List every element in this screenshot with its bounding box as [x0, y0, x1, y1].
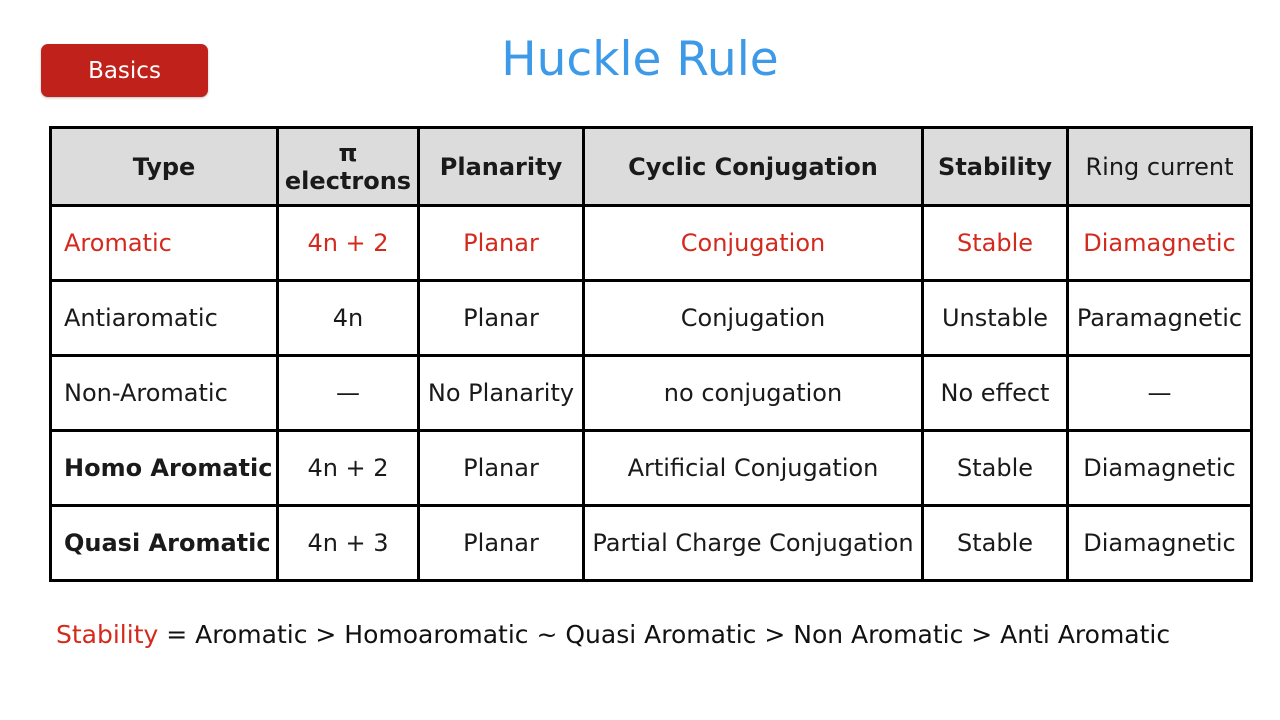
table-row-non-aromatic: [51, 356, 1252, 431]
cell-planarity: Planar: [419, 206, 584, 281]
cell-planarity: Planar: [419, 431, 584, 506]
stability-order-text: Aromatic > Homoaromatic ~ Quasi Aromatic > Non Aromatic > Anti Aromatic: [195, 620, 1171, 649]
stability-order: [56, 620, 1170, 649]
header-cyclic-conjugation: Cyclic Conjugation: [584, 128, 923, 206]
table-row-homo-aromatic: [51, 431, 1252, 506]
cell-pi: 4n + 2: [278, 431, 419, 506]
cell-planarity: No Planarity: [419, 356, 584, 431]
cell-type: Homo Aromatic: [51, 431, 278, 506]
cell-conjugation: Conjugation: [584, 281, 923, 356]
cell-conjugation: Artificial Conjugation: [584, 431, 923, 506]
table-header-row: [51, 128, 1252, 206]
header-ring-current: Ring current: [1068, 128, 1252, 206]
cell-ring-current: Diamagnetic: [1068, 206, 1252, 281]
cell-stability: Stable: [923, 506, 1068, 581]
header-stability: Stability: [923, 128, 1068, 206]
cell-stability: Stable: [923, 431, 1068, 506]
cell-ring-current: Paramagnetic: [1068, 281, 1252, 356]
cell-ring-current: Diamagnetic: [1068, 431, 1252, 506]
pi-electrons-label: electrons: [284, 166, 412, 195]
cell-conjugation: Conjugation: [584, 206, 923, 281]
basics-badge-label: Basics: [88, 57, 161, 84]
cell-stability: No effect: [923, 356, 1068, 431]
cell-conjugation: no conjugation: [584, 356, 923, 431]
cell-conjugation: Partial Charge Conjugation: [584, 506, 923, 581]
header-planarity: Planarity: [419, 128, 584, 206]
cell-type: Antiaromatic: [51, 281, 278, 356]
stability-label: Stability: [56, 620, 159, 649]
cell-stability: Stable: [923, 206, 1068, 281]
table-row-quasi-aromatic: [51, 506, 1252, 581]
cell-pi: —: [278, 356, 419, 431]
page-title: Huckle Rule: [501, 32, 779, 87]
cell-pi: 4n: [278, 281, 419, 356]
huckel-table: [49, 126, 1253, 582]
cell-type: Non-Aromatic: [51, 356, 278, 431]
cell-ring-current: —: [1068, 356, 1252, 431]
table-row-aromatic: [51, 206, 1252, 281]
pi-symbol: π: [338, 138, 358, 167]
cell-pi: 4n + 2: [278, 206, 419, 281]
cell-planarity: Planar: [419, 281, 584, 356]
cell-type: Aromatic: [51, 206, 278, 281]
header-pi-electrons: [278, 128, 419, 206]
cell-planarity: Planar: [419, 506, 584, 581]
equals-sign: =: [158, 620, 196, 649]
cell-type: Quasi Aromatic: [51, 506, 278, 581]
cell-ring-current: Diamagnetic: [1068, 506, 1252, 581]
cell-stability: Unstable: [923, 281, 1068, 356]
header-type: Type: [51, 128, 278, 206]
cell-pi: 4n + 3: [278, 506, 419, 581]
table-row-antiaromatic: [51, 281, 1252, 356]
